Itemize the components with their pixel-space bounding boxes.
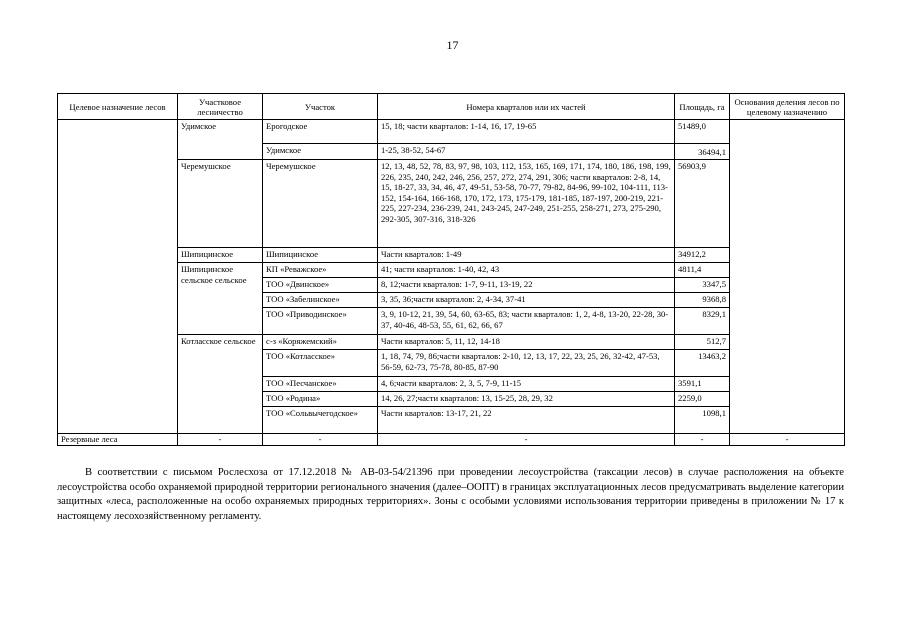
uchastok-cell: Черемушское [263,160,378,248]
uchastok-cell: ТОО «Приводинское» [263,308,378,335]
kvartaly-cell: 41; части кварталов: 1-40, 42, 43 [378,263,675,278]
kvartaly-cell: 1, 18, 74, 79, 86;части кварталов: 2-10, 12, 13, 17, 22, 23, 25, 26, 32-42, 47-53, 56-59, 62-73, 75-78, 80-85, 87-90 [378,350,675,377]
page-number: 17 [446,38,459,52]
lesnichestvo-cell: Шипицинское [178,248,263,263]
kvartaly-cell: Части кварталов: 5, 11, 12, 14-18 [378,335,675,350]
reserve-dash: - [178,434,263,446]
kvartaly-cell: 15, 18; части кварталов: 1-14, 16, 17, 19-65 [378,120,675,144]
area-cell: 34912,2 [675,248,730,263]
area-cell: 3347,5 [675,278,730,293]
header-basis: Основания деления лесов по целевому назначению [730,94,845,120]
reserve-dash: - [730,434,845,446]
area-cell: 8329,1 [675,308,730,335]
kvartaly-cell: 8, 12;части кварталов: 1-7, 9-11, 13-19, 22 [378,278,675,293]
kvartaly-cell: 12, 13, 48, 52, 78, 83, 97, 98, 103, 112, 153, 165, 169, 171, 174, 180, 186, 198, 199, 226, 235, 240, 242, 246, 256, 257, 272, 274, 291, 306; части кварталов: 2-8, 14, 15, 18-27, 33, 34, 46, 47, 49-51, 53-58, 70-77, 79-82, 84-96, 99-102, 104-111, 113-152, 154-164, 166-168, 170, 172, 173, 175-179, 181-185, 187-197, 200-219, 221-225, 227-234, 236-239, 241, 243-245, 247-249, 251-255, 258-271, 273, 275-290, 292-305, 307-316, 318-326 [378,160,675,248]
table-row [58,120,845,144]
area-cell: 9368,8 [675,293,730,308]
kvartaly-cell: Части кварталов: 1-49 [378,248,675,263]
lesnichestvo-cell: Черемушское [178,160,263,248]
header-uchastok: Участок [263,94,378,120]
kvartaly-cell: 4, 6;части кварталов: 2, 3, 5, 7-9, 11-15 [378,377,675,392]
reserve-row [58,434,845,446]
uchastok-cell: с-з «Коряжемский» [263,335,378,350]
body-paragraph: В соответствии с письмом Рослесхоза от 17.12.2018 № АВ-03-54/21396 при проведении лесоустройства (таксации лесов) в случае расположения на объекте лесоустройства особо охраняемой природной территории регионального значения (далее–ООПТ) в границах эксплуатационных лесов предусматривать выделение категории защитных «леса, расположенные на особо охраняемых природных территориях». Зоны с особыми условиями использования территории приведены в приложении № 17 к настоящему лесохозяйственному регламенту. [57,467,844,522]
uchastok-cell: ТОО «Сольвычегодское» [263,407,378,434]
area-cell: 3591,1 [675,377,730,392]
lesnichestvo-cell: Шипицинское сельское сельское [178,263,263,335]
header-area: Площадь, га [675,94,730,120]
basis-cell-empty [730,120,845,434]
uchastok-cell: Удимское [263,144,378,160]
header-kvartaly: Номера кварталов или их частей [378,94,675,120]
kvartaly-cell: 1-25, 38-52, 54-67 [378,144,675,160]
uchastok-cell: ТОО «Родина» [263,392,378,407]
header-purpose: Целевое назначение лесов [58,94,178,120]
area-cell: 36494,1 [675,144,730,160]
reserve-label: Резервные леса [58,434,178,446]
lesnichestvo-cell: Удимское [178,120,263,160]
lesnichestvo-cell: Котласское сельское [178,335,263,434]
uchastok-cell: ТОО «Песчанское» [263,377,378,392]
reserve-dash: - [263,434,378,446]
area-cell: 2259,0 [675,392,730,407]
area-cell: 51489,0 [675,120,730,144]
purpose-cell-empty [58,120,178,434]
area-cell: 56903,9 [675,160,730,248]
uchastok-cell: КП «Реважское» [263,263,378,278]
kvartaly-cell: 14, 26, 27;части кварталов: 13, 15-25, 28, 29, 32 [378,392,675,407]
table-header-row [58,94,845,120]
uchastok-cell: ТОО «Забелинское» [263,293,378,308]
forest-table [57,93,845,446]
uchastok-cell: Ерогодское [263,120,378,144]
uchastok-cell: ТОО «Двинское» [263,278,378,293]
header-lesnichestvo: Участковое лесничество [178,94,263,120]
reserve-dash: - [675,434,730,446]
area-cell: 13463,2 [675,350,730,377]
uchastok-cell: Шипицинское [263,248,378,263]
kvartaly-cell: Части кварталов: 13-17, 21, 22 [378,407,675,434]
uchastok-cell: ТОО «Котласское» [263,350,378,377]
kvartaly-cell: 3, 35, 36;части кварталов: 2, 4-34, 37-41 [378,293,675,308]
kvartaly-cell: 3, 9, 10-12, 21, 39, 54, 60, 63-65, 83; части кварталов: 1, 2, 4-8, 13-20, 22-28, 30-37, 40-46, 48-53, 55, 61, 62, 66, 67 [378,308,675,335]
area-cell: 1098,1 [675,407,730,434]
area-cell: 4811,4 [675,263,730,278]
reserve-dash: - [378,434,675,446]
area-cell: 512,7 [675,335,730,350]
